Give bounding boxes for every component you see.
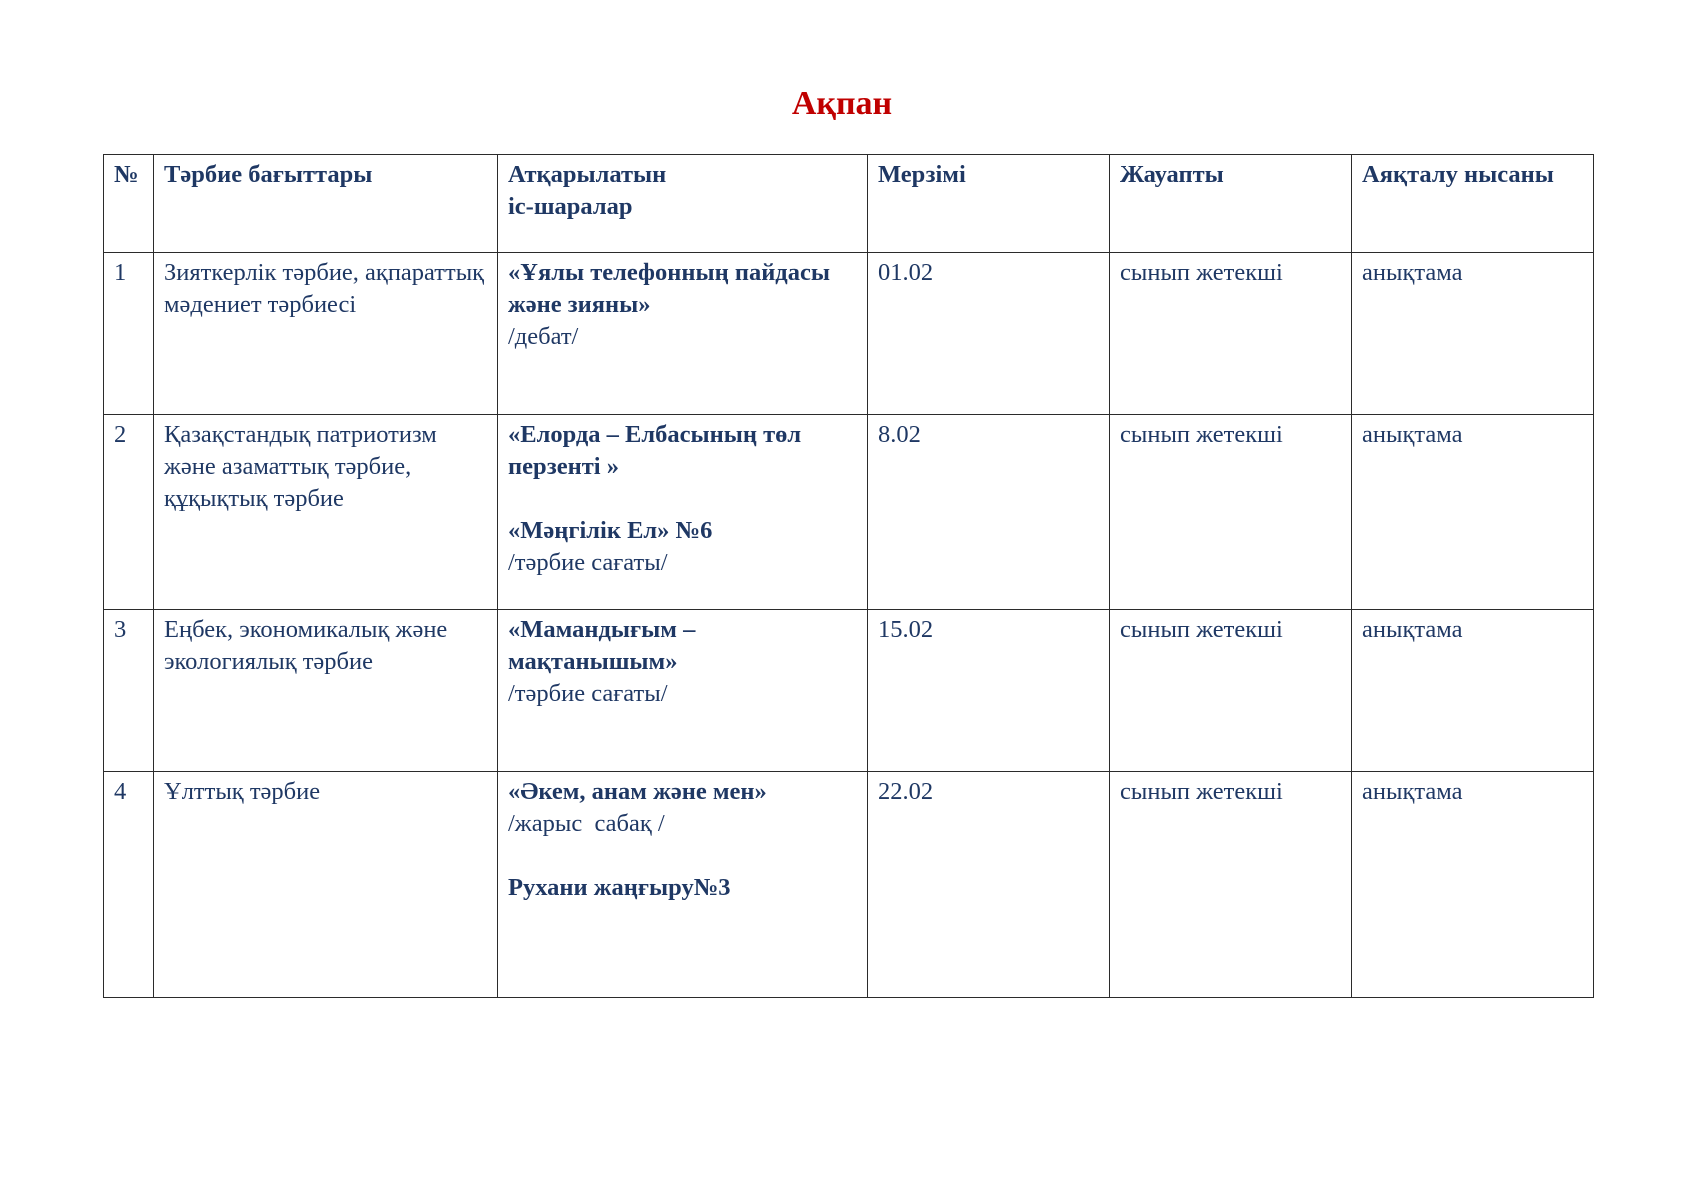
table-row <box>104 772 1594 998</box>
activity-type: /тәрбие сағаты/ <box>508 549 668 576</box>
activity-title: Рухани жаңғыру№3 <box>508 874 731 901</box>
table-row <box>104 415 1594 610</box>
cell-completion-form: анықтама <box>1352 610 1594 772</box>
activity-title: «Мәңгілік Ел» №6 <box>508 517 713 544</box>
activity-title: «Әкем, анам және мен» <box>508 778 767 805</box>
cell-num: 1 <box>104 253 154 415</box>
cell-activities <box>498 415 868 610</box>
cell-activities <box>498 772 868 998</box>
activity-type: /дебат/ <box>508 323 579 350</box>
cell-deadline: 22.02 <box>868 772 1110 998</box>
activity-type: /жарыс сабақ / <box>508 810 665 837</box>
header-num: № <box>104 155 154 253</box>
header-activities <box>498 155 868 253</box>
activity-title: «Ұялы телефонның пайдасы және зияны» <box>508 259 830 318</box>
cell-direction: Еңбек, экономикалық және экологиялық тәрбие <box>154 610 498 772</box>
header-deadline: Мерзімі <box>868 155 1110 253</box>
cell-responsible: сынып жетекші <box>1110 772 1352 998</box>
cell-responsible: сынып жетекші <box>1110 610 1352 772</box>
cell-activities <box>498 253 868 415</box>
table-row <box>104 610 1594 772</box>
cell-deadline: 15.02 <box>868 610 1110 772</box>
header-responsible: Жауапты <box>1110 155 1352 253</box>
header-activities-line2: іс-шаралар <box>508 193 633 220</box>
activity-type: /тәрбие сағаты/ <box>508 680 668 707</box>
cell-direction: Ұлттық тәрбие <box>154 772 498 998</box>
header-direction: Тәрбие бағыттары <box>154 155 498 253</box>
cell-direction: Қазақстандық патриотизм және азаматтық тәрбие, құқықтық тәрбие <box>154 415 498 610</box>
cell-completion-form: анықтама <box>1352 415 1594 610</box>
table-header-row <box>104 155 1594 253</box>
cell-activities <box>498 610 868 772</box>
cell-deadline: 8.02 <box>868 415 1110 610</box>
cell-num: 2 <box>104 415 154 610</box>
cell-completion-form: анықтама <box>1352 253 1594 415</box>
cell-responsible: сынып жетекші <box>1110 415 1352 610</box>
cell-completion-form: анықтама <box>1352 772 1594 998</box>
header-activities-line1: Атқарылатын <box>508 161 667 188</box>
cell-deadline: 01.02 <box>868 253 1110 415</box>
cell-num: 3 <box>104 610 154 772</box>
plan-table <box>103 154 1594 998</box>
header-completion-form: Аяқталу нысаны <box>1352 155 1594 253</box>
page-title: Ақпан <box>791 85 893 122</box>
activity-title: «Елорда – Елбасының төл перзенті » <box>508 421 802 480</box>
cell-responsible: сынып жетекші <box>1110 253 1352 415</box>
table-row <box>104 253 1594 415</box>
activity-title: «Мамандығым – мақтанышым» <box>508 616 696 675</box>
cell-num: 4 <box>104 772 154 998</box>
cell-direction: Зияткерлік тәрбие, ақпараттық мәдениет тәрбиесі <box>154 253 498 415</box>
